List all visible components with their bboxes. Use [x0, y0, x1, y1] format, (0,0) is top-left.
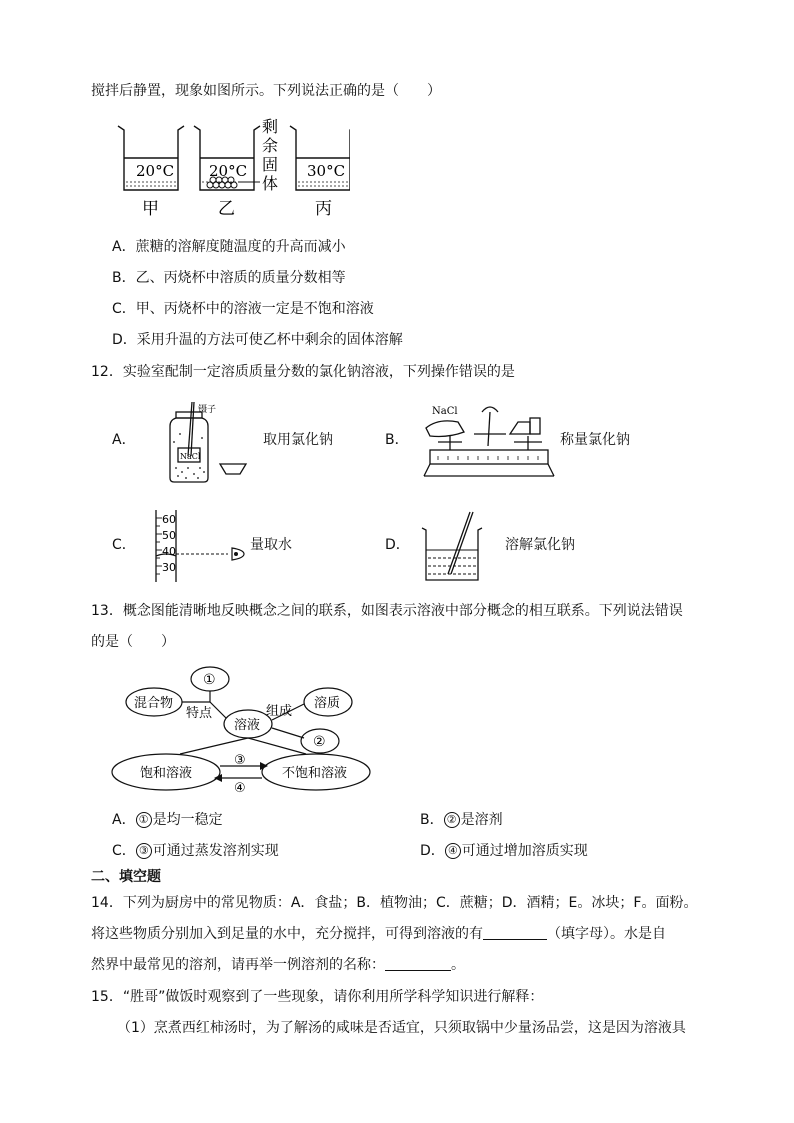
- beaker-jia-name: 甲: [142, 199, 159, 219]
- q12-option-c-letter: C．: [112, 537, 136, 553]
- q14-line1: 14．下列为厨房中的常见物质：A．食盐；B．植物油；C．蔗糖；D．酒精；E。冰块；F。面粉。: [91, 895, 698, 911]
- q14-line2: 将这些物质分别加入到足量的水中，充分搅拌，可得到溶液的有 （填字母）。水是自: [91, 926, 666, 942]
- residue-label-3: 固: [262, 155, 279, 174]
- q14-answer-blank-2[interactable]: [385, 956, 451, 971]
- q13-option-a: A． ① 是均一稳定: [112, 812, 223, 828]
- q11-stem-tail: 搅拌后静置，现象如图所示。下列说法正确的是（ ）: [91, 83, 441, 99]
- q14-line3: 然界中最常见的溶剂，请再举一例溶剂的名称： 。: [91, 957, 465, 973]
- cyl-tick-30: 30: [162, 561, 176, 574]
- cyl-tick-60: 60: [162, 513, 176, 526]
- nacl-bottle-label: NaCl: [180, 452, 201, 461]
- q11-beakers-figure: [110, 118, 350, 222]
- nacl-paper-label: NaCl: [432, 406, 458, 417]
- q12-a-figure: [158, 398, 258, 486]
- q12-option-a-text: 取用氯化钠: [263, 432, 333, 448]
- q11-option-d: D．采用升温的方法可使乙杯中剩余的固体溶解: [112, 332, 403, 348]
- diagram-saturated: 饱和溶液: [140, 766, 193, 781]
- beaker-bing-name: 丙: [315, 199, 332, 219]
- q12-c-figure: [148, 508, 248, 584]
- q11-option-a: A．蔗糖的溶解度随温度的升高而减小: [112, 239, 346, 255]
- diagram-solute: 溶质: [314, 696, 341, 711]
- section-heading: 二、填空题: [91, 869, 161, 885]
- q12-b-figure: [418, 398, 558, 482]
- beaker-bing-temp: 30°C: [307, 162, 346, 180]
- q13-concept-diagram: [110, 662, 372, 796]
- beaker-jia-temp: 20°C: [136, 162, 175, 180]
- diagram-n4: ④: [234, 781, 246, 796]
- diagram-mixture: 混合物: [134, 696, 174, 711]
- q12-option-d-letter: D．: [385, 537, 410, 553]
- q12-option-b-text: 称量氯化钠: [560, 432, 630, 448]
- q12-option-c-text: 量取水: [250, 537, 292, 553]
- q11-option-b: B．乙、丙烧杯中溶质的质量分数相等: [112, 270, 346, 286]
- q13-stem-line1: 13．概念图能清晰地反映概念之间的联系，如图表示溶液中部分概念的相互联系。下列说法错误: [91, 603, 683, 619]
- q15-stem: 15．“胜哥”做饭时观察到了一些现象，请你利用所学科学知识进行解释：: [91, 989, 544, 1005]
- residue-label-2: 余: [262, 136, 279, 155]
- diagram-feature: 特点: [186, 706, 213, 721]
- residue-label-4: 体: [262, 174, 279, 193]
- q13-stem-line2: 的是（ ）: [91, 634, 175, 650]
- beaker-yi-name: 乙: [218, 199, 235, 219]
- diagram-n2: ②: [313, 734, 326, 750]
- q12-option-d-text: 溶解氯化钠: [505, 537, 575, 553]
- cyl-tick-50: 50: [162, 529, 176, 542]
- cyl-tick-40: 40: [162, 545, 176, 558]
- beaker-yi-temp: 20°C: [209, 162, 248, 180]
- tweezers-label: 镊子: [198, 405, 217, 415]
- q12-stem: 12．实验室配制一定溶质质量分数的氯化钠溶液，下列操作错误的是: [91, 364, 515, 380]
- q11-option-c: C．甲、丙烧杯中的溶液一定是不饱和溶液: [112, 301, 374, 317]
- q15-part1: （1）烹煮西红柿汤时，为了解汤的咸味是否适宜，只须取锅中少量汤品尝，这是因为溶液具: [117, 1020, 686, 1036]
- residue-label-1: 剩: [262, 118, 279, 136]
- q12-option-a-letter: A．: [112, 432, 136, 448]
- q12-option-b-letter: B．: [385, 432, 409, 448]
- diagram-composition: 组成: [266, 704, 293, 719]
- diagram-unsaturated: 不饱和溶液: [282, 766, 348, 781]
- q14-answer-blank-1[interactable]: [483, 925, 547, 940]
- q13-option-c: C． ③ 可通过蒸发溶剂实现: [112, 843, 279, 859]
- diagram-solution: 溶液: [234, 718, 261, 733]
- q12-d-figure: [418, 508, 488, 584]
- diagram-n1: ①: [203, 672, 216, 688]
- diagram-n3: ③: [234, 753, 246, 768]
- q13-option-d: D． ④ 可通过增加溶质实现: [420, 843, 588, 859]
- q13-option-b: B． ② 是溶剂: [420, 812, 503, 828]
